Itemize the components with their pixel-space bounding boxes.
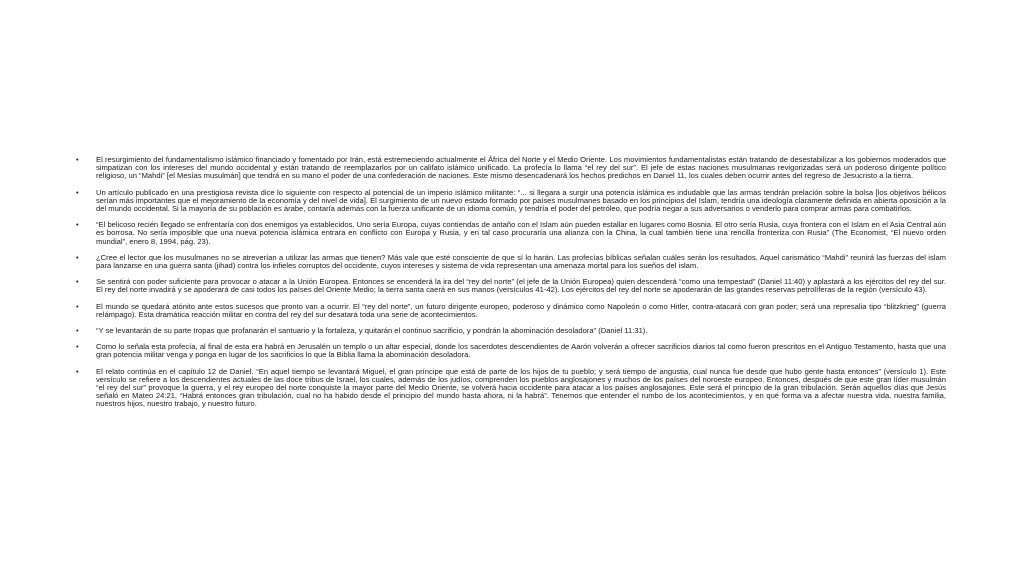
list-item <box>76 368 946 409</box>
bullet-list <box>76 156 946 417</box>
bullet-icon: • <box>76 277 79 287</box>
paragraph-text: “Y se levantarán de su parte tropas que profanarán el santuario y la fortaleza, y quitarán el continuo sacrificio, y pondrán la abominación desoladora” (Daniel 11:31). <box>96 326 648 336</box>
list-item <box>76 189 946 214</box>
paragraph-text: Se sentirá con poder suficiente para provocar o atacar a la Unión Europea. Entonces se encenderá la ira del “rey del norte” (el jefe de la Unión Europea) quien descenderá “como una tempestad” (Daniel 11:40) y aplastará a los ejércitos del rey del sur. El rey del norte invadirá y se apoderará de casi todos los países del Oriente Medio; la tierra santa caerá en sus manos (versículos 41-42). Los ejércitos del rey del norte se apoderarán de las grandes reservas petrolíferas de la región (versículo 43). <box>96 277 946 295</box>
paragraph-text: El relato continúa en el capítulo 12 de Daniel. “En aquel tiempo se levantará Miguel, el gran príncipe que está de parte de los hijos de tu pueblo; y será tiempo de angustia, cual nunca fue desde que hubo gente hasta entonces” (versículo 1). Este versículo se refiere a los descendientes actuales de las doce tribus de Israel, los cuales, además de los judíos, comprenden los pueblos anglosajones y muchos de los países del noroeste europeo. Entonces, después de que este gran líder musulmán “el rey del sur” provoque la guerra, y el rey europeo del norte conquiste la mayor parte del Medio Oriente, se volverá hacia occidente para atacar a los países anglosajones. Este será el principio de la gran tribulación. Serán aquellos días que Jesús señaló en Mateo 24:21, “Habrá entonces gran tribulación, cual no ha habido desde el principio del mundo hasta ahora, ni la habrá”. Tenemos que entender el rumbo de los acontecimientos, y en qué forma va a afectar nuestra vida, nuestra familia, nuestros hijos, nuestro trabajo, y nuestro futuro. <box>96 366 946 409</box>
bullet-icon: • <box>76 252 79 262</box>
bullet-icon: • <box>76 220 79 230</box>
list-item <box>76 221 946 246</box>
list-item <box>76 156 946 181</box>
list-item <box>76 278 946 294</box>
list-item <box>76 327 946 335</box>
paragraph-text: Un artículo publicado en una prestigiosa revista dice lo siguiente con respecto al potencial de un imperio islámico militante: “... si llegara a surgir una potencia islámica es indudable que las armas tendrán prelación sobre la bolsa [los objetivos bélicos serían más importantes que el mejoramiento de la economía y del nivel de vida]. El surgimiento de un nuevo estado formado por países musulmanes basado en los principios del Islam, tendría una ideología claramente definida en abierta oposición a la del mundo occidental. Si la mayoría de su población es árabe, contaría además con la fuerza unificante de un idioma común, y tendría el poder del petróleo, que podría negar a sus adversarios o venderlo para comprar armas para combatirlos. <box>96 187 946 214</box>
list-item <box>76 343 946 359</box>
paragraph-text: ¿Cree el lector que los musulmanes no se atreverían a utilizar las armas que tienen? Más vale que esté consciente de que sí lo harán. Las profecías bíblicas señalan cuáles serán los resultados. Aquel carismático “Mahdi” reunirá las fuerzas del islam para lanzarse en una guerra santa (jihad) contra los infieles corruptos del occidente, cuyos intereses y sistema de vida representan una amenaza mortal para los sueños del islam. <box>96 252 946 271</box>
bullet-icon: • <box>76 301 79 311</box>
bullet-icon: • <box>76 366 79 376</box>
bullet-icon: • <box>76 187 79 197</box>
list-item <box>76 303 946 319</box>
bullet-icon: • <box>76 155 79 164</box>
paragraph-text: El resurgimiento del fundamentalismo islámico financiado y fomentado por Irán, está estremeciendo actualmente el África del Norte y el Medio Oriente. Los movimientos fundamentalistas están tratando de desestabilizar a los gobiernos moderados que simpatizan con los intereses del mundo occidental y están tratando de reemplazarlos por un califato islámico unificado. La profecía lo llama “el rey del sur”. El jefe de estas naciones musulmanas revigorizadas será un poderoso dirigente político religioso, un “Mahdi” [el Mesías musulmán] que tendrá en su mano el poder de una confederación de naciones. Este mismo desencadenará los hechos predichos en Daniel 11, los cuales deben ocurrir antes del regreso de Jesucristo a la tierra. <box>96 155 946 181</box>
bullet-icon: • <box>76 326 79 336</box>
bullet-icon: • <box>76 342 79 352</box>
paragraph-text: Como lo señala esta profecía, al final de esta era habrá en Jerusalén un templo o un altar especial, donde los sacerdotes descendientes de Aarón volverán a ofrecer sacrificios diarios tal como fueron prescritos en el Antiguo Testamento, hasta que una gran potencia militar venga y ponga en lugar de los sacrificios lo que la Biblia llama la abominación desoladora. <box>96 342 946 360</box>
list-item <box>76 254 946 270</box>
paragraph-text: “El belicoso recién llegado se enfrentaría con dos enemigos ya establecidos. Uno sería Europa, cuyas contiendas de antaño con el Islam aún pueden estallar en lugares como Bosnia. El otro sería Rusia, cuya frontera con el Islam en el Asia Central aún es borrosa. No sería imposible que una nueva potencia islámica entrara en conflicto con Europa y Rusia, y en tal caso procuraría una alianza con la China, la cual también tiene una rencilla fronteriza con Rusia” (The Economist, “El nuevo orden mundial”, enero 8, 1994, pág. 23). <box>96 220 946 246</box>
paragraph-text: El mundo se quedará atónito ante estos sucesos que pronto van a ocurrir. El “rey del norte”, un futuro dirigente europeo, poderoso y dinámico como Napoleón o como Hitler, contra-atacará con gran poder; será una represalia tipo “blitzkrieg” (guerra relámpago). Esta dramática reacción militar en contra del rey del sur desatará toda una serie de acontecimientos. <box>96 301 946 319</box>
